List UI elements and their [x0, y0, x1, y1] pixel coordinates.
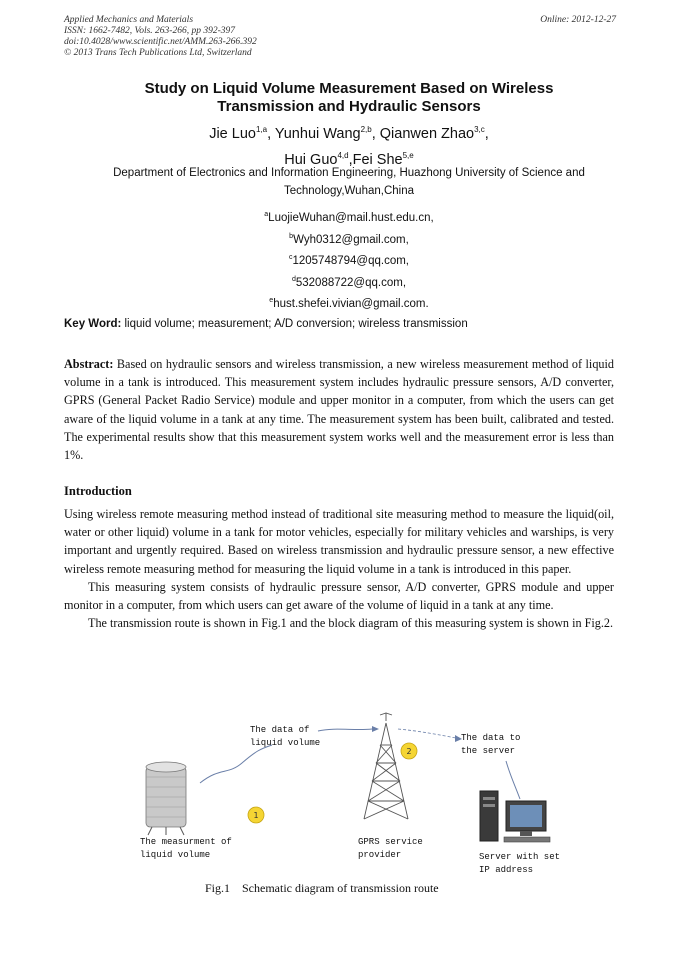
signal-wave-icon — [200, 745, 272, 783]
label-measurement: The measurment of liquid volume — [140, 837, 232, 860]
title-line-2: Transmission and Hydraulic Sensors — [217, 98, 481, 115]
step-badge-1 — [248, 807, 264, 823]
affiliation: Department of Electronics and Information Engineering, Huazhong University of Science and Technology,Wuhan,China — [113, 167, 585, 197]
author-affiliation: 3,c — [474, 125, 485, 134]
water-tank-icon — [146, 762, 186, 835]
server-computer-icon — [480, 791, 550, 842]
online-date: Online: 2012-12-27 — [540, 15, 616, 25]
svg-text:2: 2 — [406, 747, 412, 756]
figure-caption: Fig.1 Schematic diagram of transmission route — [205, 881, 439, 895]
author-name: Hui Guo — [284, 152, 338, 168]
abstract — [64, 355, 614, 464]
journal-name: Applied Mechanics and Materials — [64, 15, 194, 25]
journal-issn: ISSN: 1662-7482, Vols. 263-266, pp 392-397 — [64, 26, 235, 36]
author-name: Qianwen Zhao — [379, 126, 475, 142]
title-line-1: Study on Liquid Volume Measurement Based on Wireless — [144, 80, 554, 97]
author-affiliation: 2,b — [360, 125, 372, 134]
email-item: $^d$532088722@qq.com, — [291, 275, 407, 289]
author-name: Jie Luo — [209, 126, 256, 142]
author-affiliation: 4,d — [337, 151, 349, 160]
figure-1 — [130, 705, 610, 877]
journal-doi: doi:10.4028/www.scientific.net/AMM.263-266.392 — [64, 37, 257, 47]
author-affiliation: 5,e — [402, 151, 414, 160]
author-line-2: Hui Guo$^{4,d}$,Fei She$^{5,e}$ — [284, 151, 414, 168]
intro-paragraph: This measuring system consists of hydraulic pressure sensor, A/D converter, GPRS module and upper monitor in a computer, from which users can get aware of the volume of liquid in a tank at any time. — [64, 579, 614, 613]
journal-header — [64, 15, 616, 59]
label-data-to: The data to the server — [461, 733, 521, 756]
keywords-text: liquid volume; measurement; A/D conversion; wireless transmission — [121, 318, 468, 330]
introduction-heading: Introduction — [64, 484, 132, 498]
intro-paragraph: The transmission route is shown in Fig.1 and the block diagram of this measuring system is shown in Fig.2. — [88, 616, 614, 631]
keywords — [64, 318, 616, 330]
author-affiliation: 1,a — [255, 125, 268, 134]
author-line-1: Jie Luo$^{1,a}$, Yunhui Wang$^{2,b}$, Qianwen Zhao$^{3,c}$, — [209, 125, 489, 142]
abstract-label: Abstract: — [64, 357, 114, 371]
signal-wave-icon — [506, 761, 520, 799]
arrow-icon — [318, 726, 379, 732]
step-badge-2 — [401, 743, 417, 759]
label-server: Server with set IP address — [479, 852, 561, 875]
email-item: $^a$LuojieWuhan@mail.hust.edu.cn, — [264, 211, 434, 224]
journal-copyright: © 2013 Trans Tech Publications Ltd, Switzerland — [64, 48, 252, 58]
email-item: $^e$hust.shefei.vivian@gmail.com. — [269, 297, 429, 310]
keywords-label: Key Word: — [64, 318, 122, 330]
arrow-icon — [398, 729, 462, 742]
author-name: Yunhui Wang — [274, 126, 361, 142]
email-list — [64, 206, 634, 314]
introduction-body — [64, 505, 614, 632]
email-item: $^c$1205748794@qq.com, — [288, 254, 410, 267]
label-gprs: GPRS service provider — [358, 837, 423, 860]
intro-paragraph: Using wireless remote measuring method instead of traditional site measuring method to measure the liquid(oil, water or other liquid) volume in a tank for motor vehicles, especially for military vehicles and warships, is very important and urgently required. Based on wireless transmission and hydraulic pressure sensor, a new effective wireless remote measuring method for measuring the liquid volume in a tank is introduced in this paper. — [64, 507, 614, 576]
email-item: $^b$Wyh0312@gmail.com, — [289, 232, 409, 246]
abstract-text: Based on hydraulic sensors and wireless transmission, a new wireless measurement method of liquid volume in a tank is introduced. This measurement system includes hydraulic pressure sensors, A/D converter, GPRS (General Packet Radio Service) module and upper monitor in a computer, from which the users can get aware of the liquid volume in a tank at any time. The measurement system has been built, calibrated and tested. The experimental results show that this measurement system works well and the measurement error is less than 1%. — [64, 357, 614, 463]
svg-text:1: 1 — [253, 811, 259, 820]
paper-title — [64, 80, 634, 116]
author-name: Fei She — [352, 152, 403, 168]
label-data-of: The data of liquid volume — [250, 725, 321, 748]
